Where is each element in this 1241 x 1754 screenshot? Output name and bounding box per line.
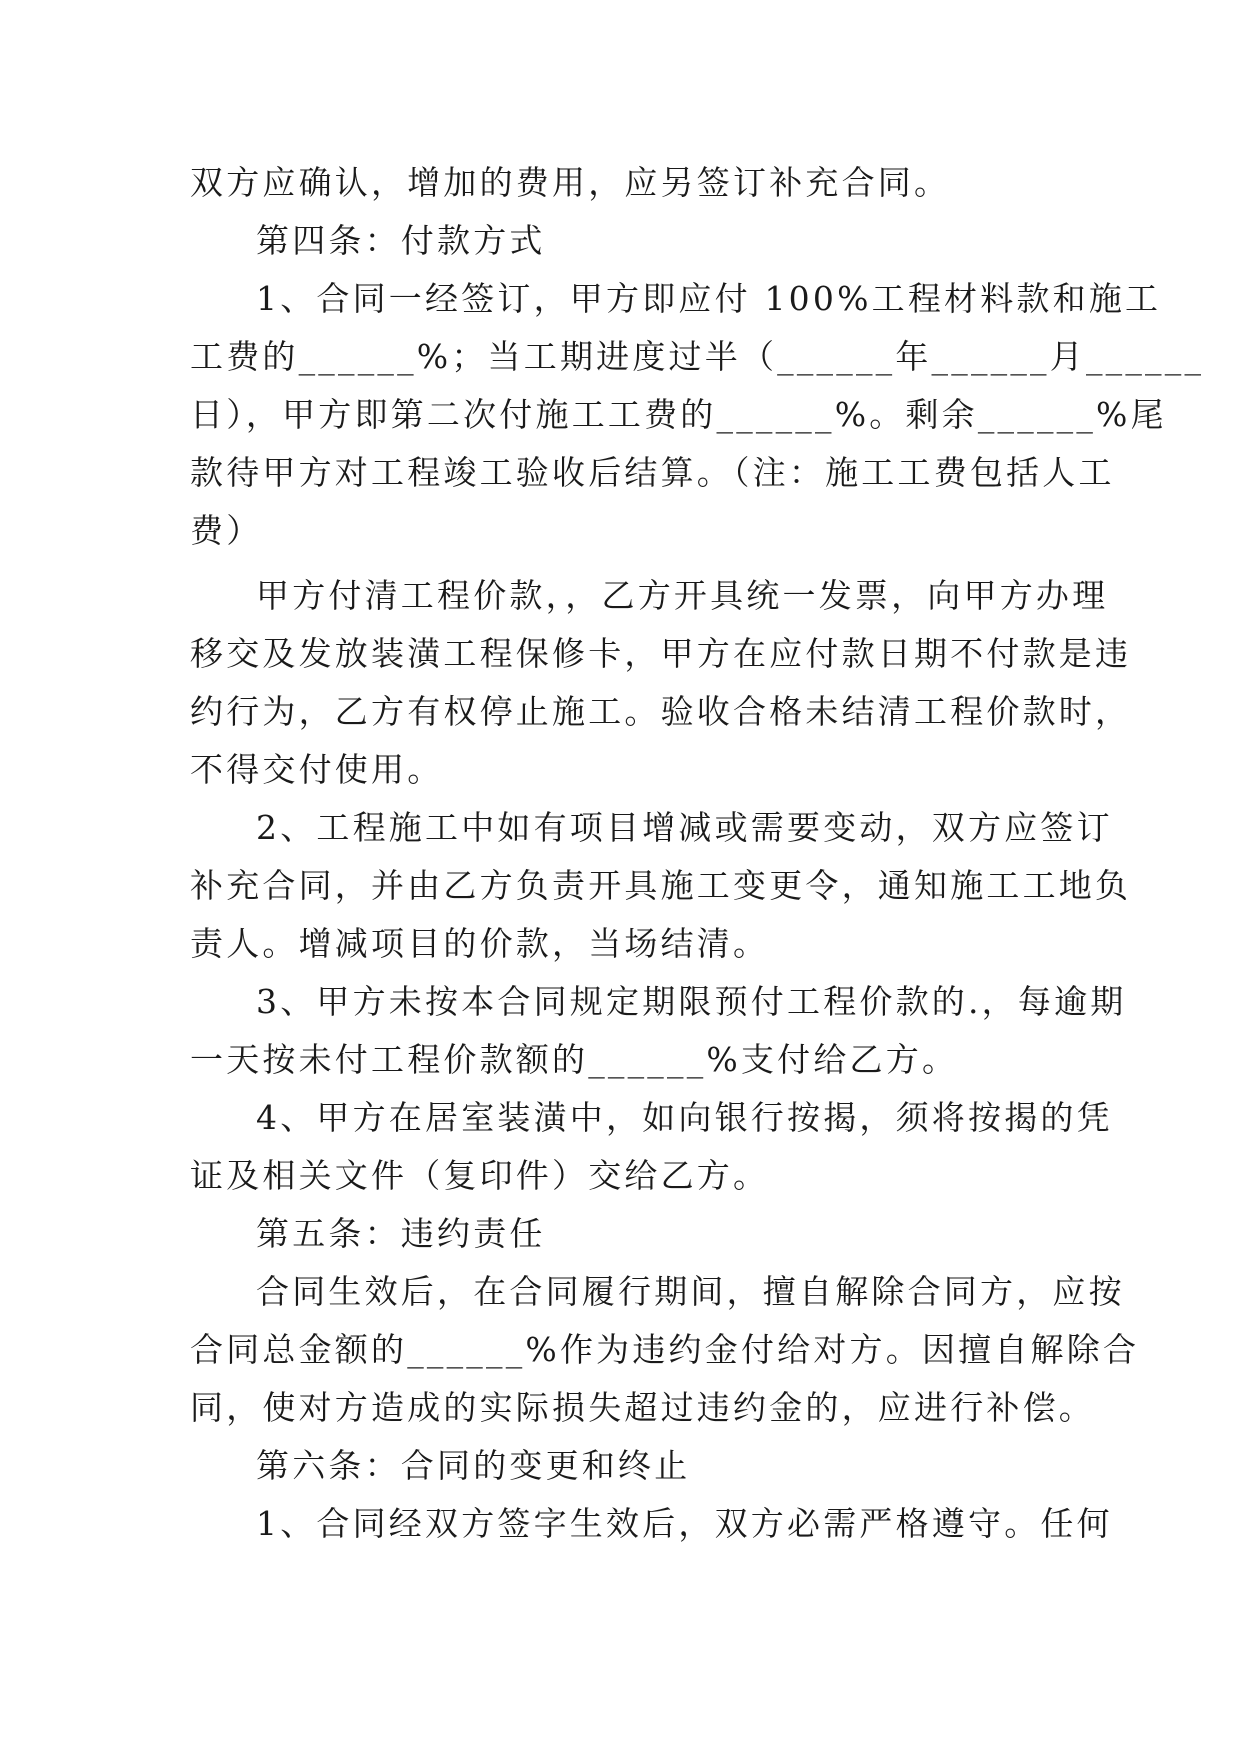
text-line-15: 3、甲方未按本合同规定期限预付工程价款的.，每逾期: [256, 982, 1127, 1021]
text-line-16: 一天按未付工程价款额的______%支付给乙方。: [190, 1040, 959, 1079]
text-line-21: 合同总金额的______%作为违约金付给对方。因擅自解除合: [190, 1330, 1140, 1369]
section-heading-article-4: 第四条：付款方式: [256, 221, 546, 260]
text-line-18: 证及相关文件（复印件）交给乙方。: [190, 1156, 770, 1195]
text-line-6: 款待甲方对工程竣工验收后结算。（注：施工工费包括人工: [190, 453, 1115, 492]
text-line-8: 甲方付清工程价款，，乙方开具统一发票，向甲方办理: [256, 576, 1109, 615]
text-line-11: 不得交付使用。: [190, 750, 444, 789]
text-line-14: 责人。增减项目的价款，当场结清。: [190, 924, 770, 963]
text-line-24: 1、合同经双方签字生效后，双方必需严格遵守。任何: [256, 1504, 1113, 1543]
text-line-20: 合同生效后，在合同履行期间，擅自解除合同方，应按: [256, 1272, 1125, 1311]
text-line-9: 移交及发放装潢工程保修卡，甲方在应付款日期不付款是违: [190, 634, 1132, 673]
text-line-13: 补充合同，并由乙方负责开具施工变更令，通知施工工地负: [190, 866, 1132, 905]
text-line-10: 约行为，乙方有权停止施工。验收合格未结清工程价款时，: [190, 692, 1132, 731]
text-line-1: 双方应确认，增加的费用，应另签订补充合同。: [190, 163, 951, 202]
text-line-4: 工费的______%；当工期进度过半（______年______月______: [190, 337, 1205, 376]
text-line-22: 同，使对方造成的实际损失超过违约金的，应进行补偿。: [190, 1388, 1095, 1427]
section-heading-article-6: 第六条：合同的变更和终止: [256, 1446, 691, 1485]
text-line-17: 4、甲方在居室装潢中，如向银行按揭，须将按揭的凭: [256, 1098, 1113, 1137]
section-heading-article-5: 第五条：违约责任: [256, 1214, 546, 1253]
text-line-12: 2、工程施工中如有项目增减或需要变动，双方应签订: [256, 808, 1113, 847]
text-line-7: 费）: [190, 511, 263, 550]
text-line-3: 1、合同一经签订，甲方即应付 100%工程材料款和施工: [256, 279, 1162, 318]
text-line-5: 日），甲方即第二次付施工工费的______%。剩余______%尾: [190, 395, 1167, 434]
